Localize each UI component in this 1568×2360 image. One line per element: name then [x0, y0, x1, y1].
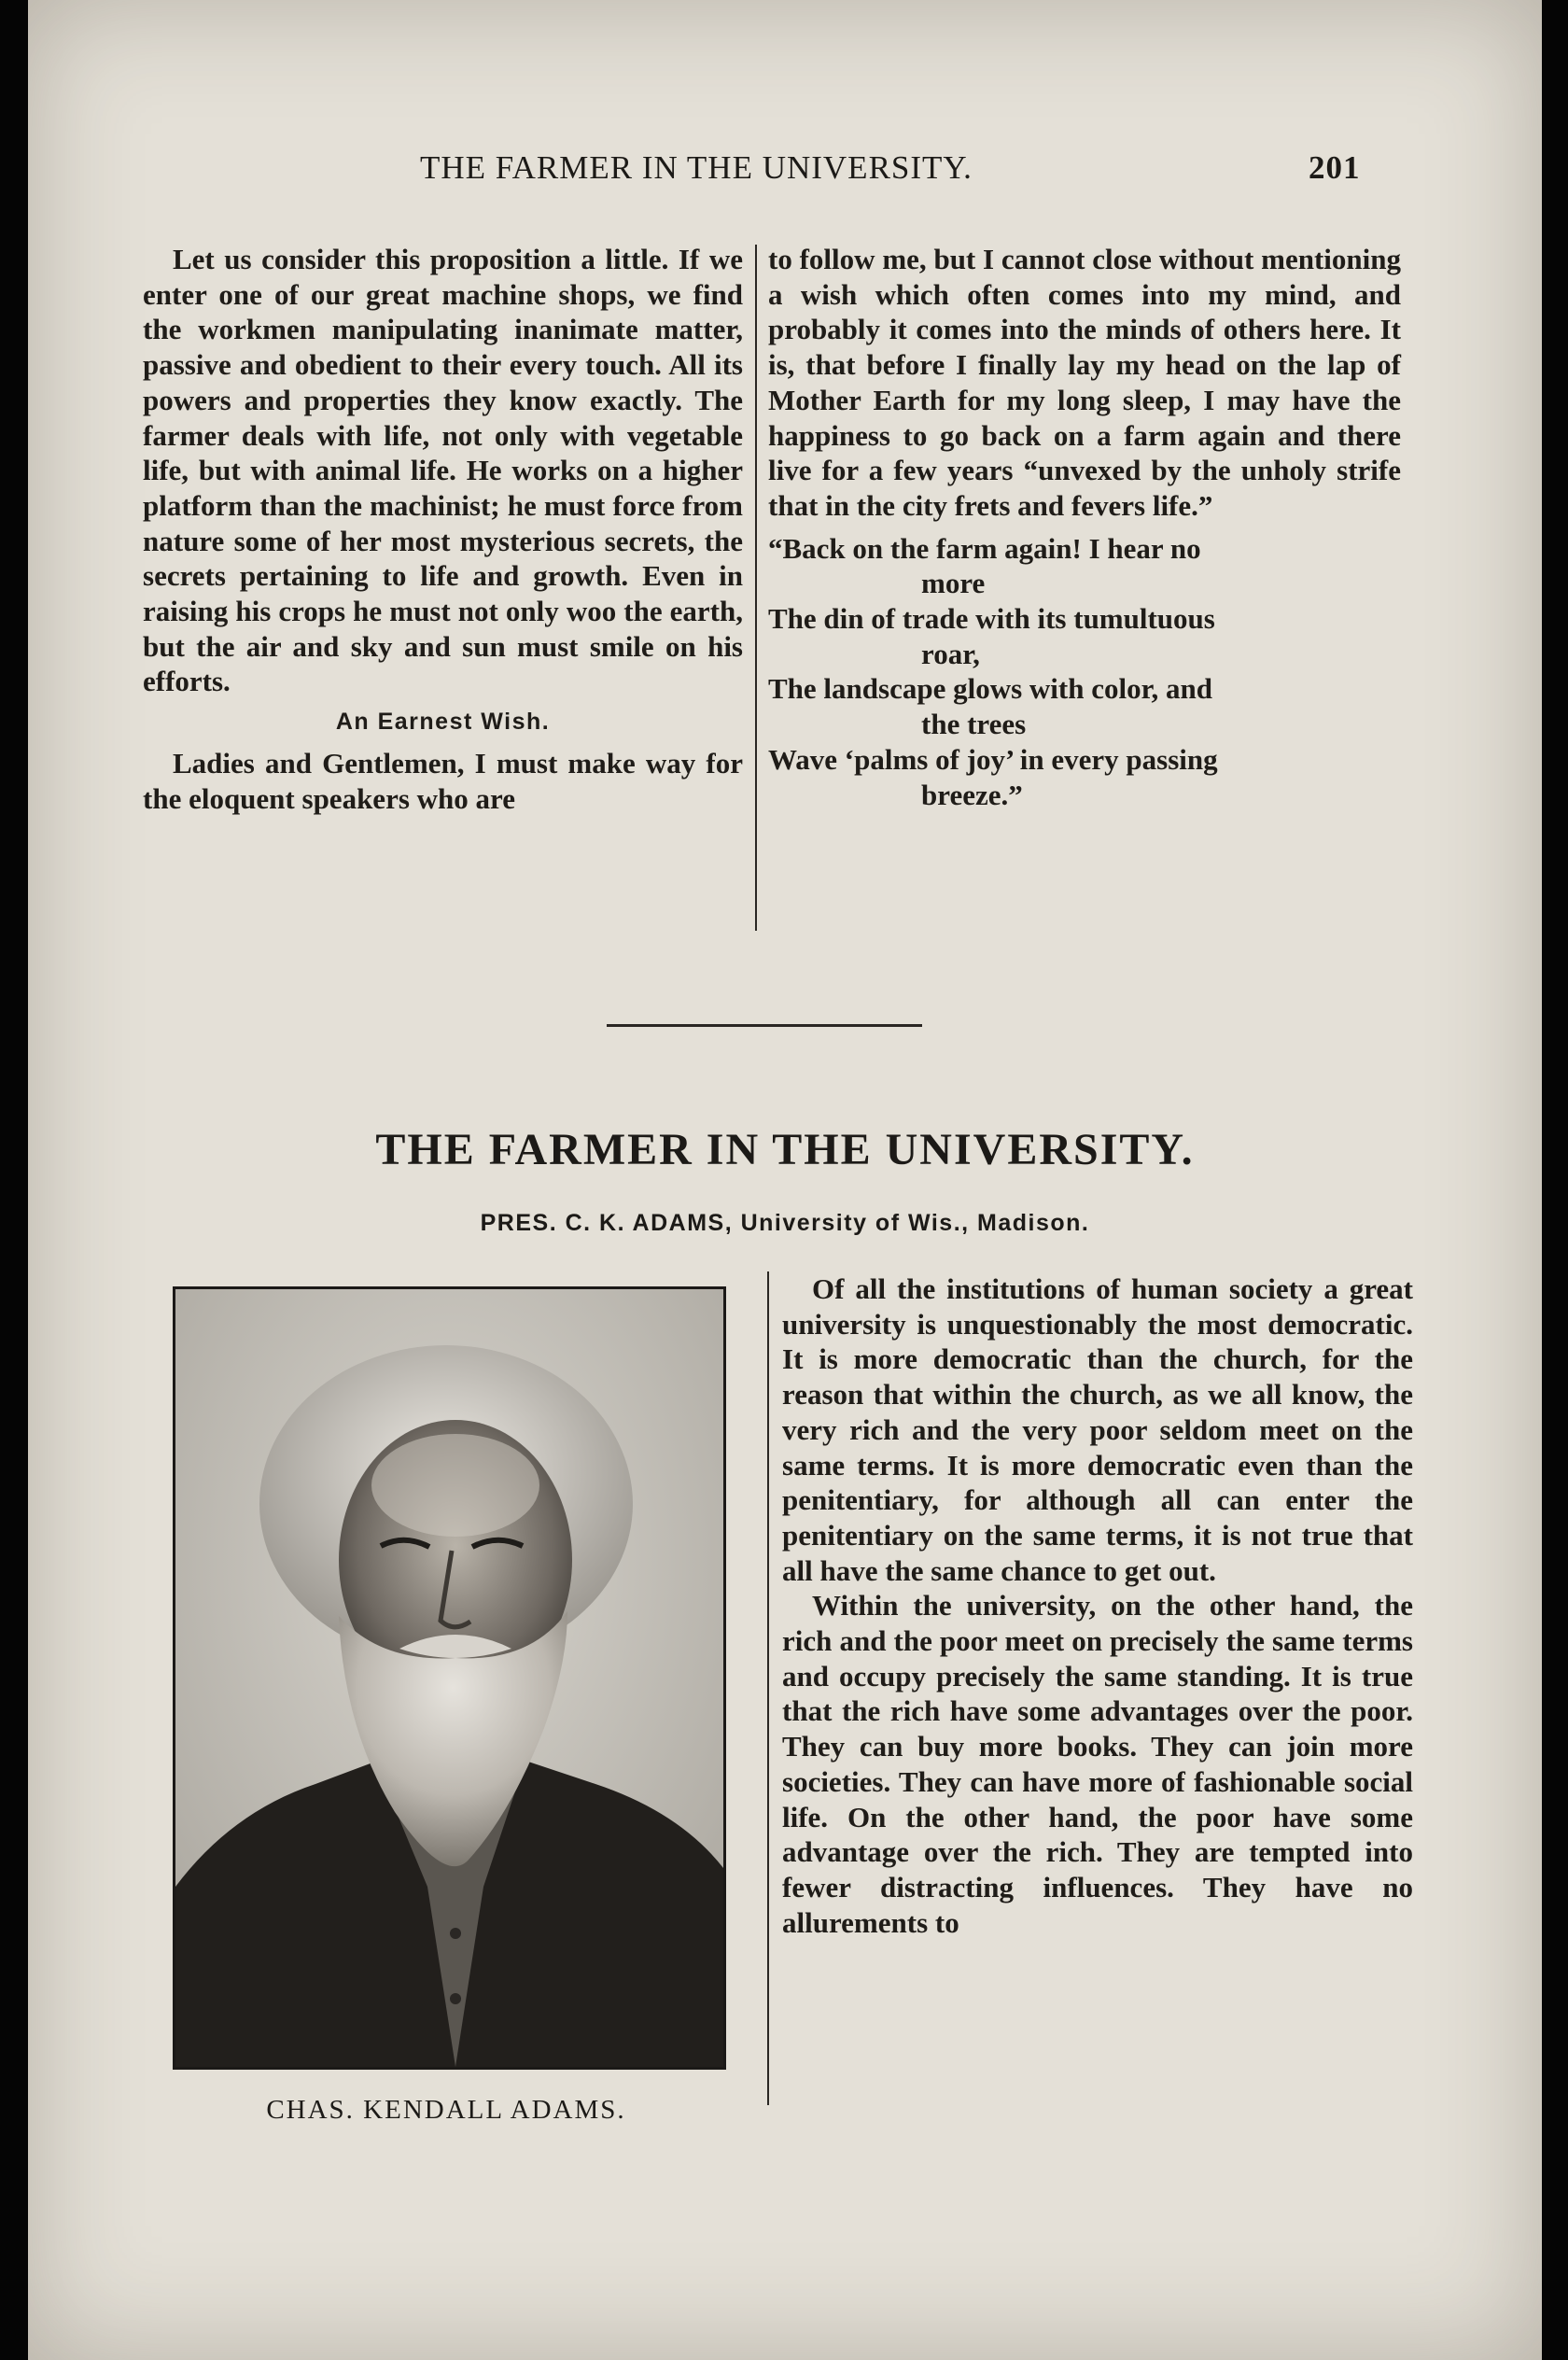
poem-line-continuation: roar, [921, 637, 980, 670]
section-divider-rule [607, 1024, 922, 1027]
poem-line: “Back on the farm again! I hear no [768, 531, 1201, 565]
photo-caption: CHAS. KENDALL ADAMS. [266, 2095, 626, 2125]
column-divider [755, 245, 757, 931]
paragraph: Within the university, on the other hand, the rich and the poor meet on precisely the same terms and occupy precisely the same standing. It is true that the rich have some advantages over the poor. They can buy more books. They can join more societies. They can have more of fashionable social life. On the other hand, the poor have some advantage over the rich. They are tempted into fewer distracting influences. They have no allurements to [782, 1589, 1413, 1939]
section-subheading: An Earnest Wish. [335, 709, 551, 736]
poem-quote [768, 531, 1401, 813]
article-byline: PRES. C. K. ADAMS, University of Wis., Madison. [480, 1210, 1090, 1236]
poem-line-continuation: breeze.” [921, 778, 1023, 811]
poem-line: Wave ‘palms of joy’ in every passing [768, 742, 1218, 776]
article-title: THE FARMER IN THE UNIVERSITY. [375, 1125, 1195, 1174]
column-divider [767, 1271, 769, 2105]
book-page [28, 0, 1542, 2360]
paragraph: Ladies and Gentlemen, I must make way for the eloquent speakers who are [143, 746, 743, 815]
paragraph: Of all the institutions of human society a great university is unquestionably the most democratic. It is more democratic than the church, for the reason that within the church, as we all know, the very rich and the very poor seldom meet on the same terms. It is more democratic even than the penitentiary, for although all can enter the penitentiary on the same terms, it is not true that all have the same chance to get out. [782, 1272, 1413, 1587]
poem-line: The din of trade with its tumultuous [768, 602, 1215, 636]
portrait-photo [173, 1286, 726, 2070]
paragraph: to follow me, but I cannot close without mentioning a wish which often comes into my mind, and probably it comes into the minds of others here. It is, that before I finally lay my head on the lap of Mother Earth for my long sleep, I may have the happiness to go back on a farm again and there live for a few years “unvexed by the unholy strife that in the city frets and fevers life.” [768, 243, 1401, 522]
running-title: THE FARMER IN THE UNIVERSITY. [420, 149, 973, 186]
page-number: 201 [1309, 149, 1361, 186]
poem-line: The landscape glows with color, and [768, 672, 1212, 706]
paragraph: Let us consider this proposition a little. If we enter one of our great machine shops, we find the workmen manipulating inanimate matter, passive and obedient to their every touch. All its powers and properties they know exactly. The farmer deals with life, not only with vegetable life, but with animal life. He works on a higher platform than the machinist; he must force from nature some of her most mysterious secrets, the secrets pertaining to life and growth. Even in raising his crops he must not only woo the earth, but the air and sky and sun must smile on his efforts. [143, 243, 743, 698]
poem-line-continuation: more [921, 567, 986, 600]
poem-line-continuation: the trees [921, 708, 1027, 741]
article-body-column [782, 1271, 1413, 1940]
portrait-photo-image [175, 1289, 723, 2067]
previous-article-right-column [768, 242, 1401, 812]
previous-article-left-column [143, 242, 743, 816]
